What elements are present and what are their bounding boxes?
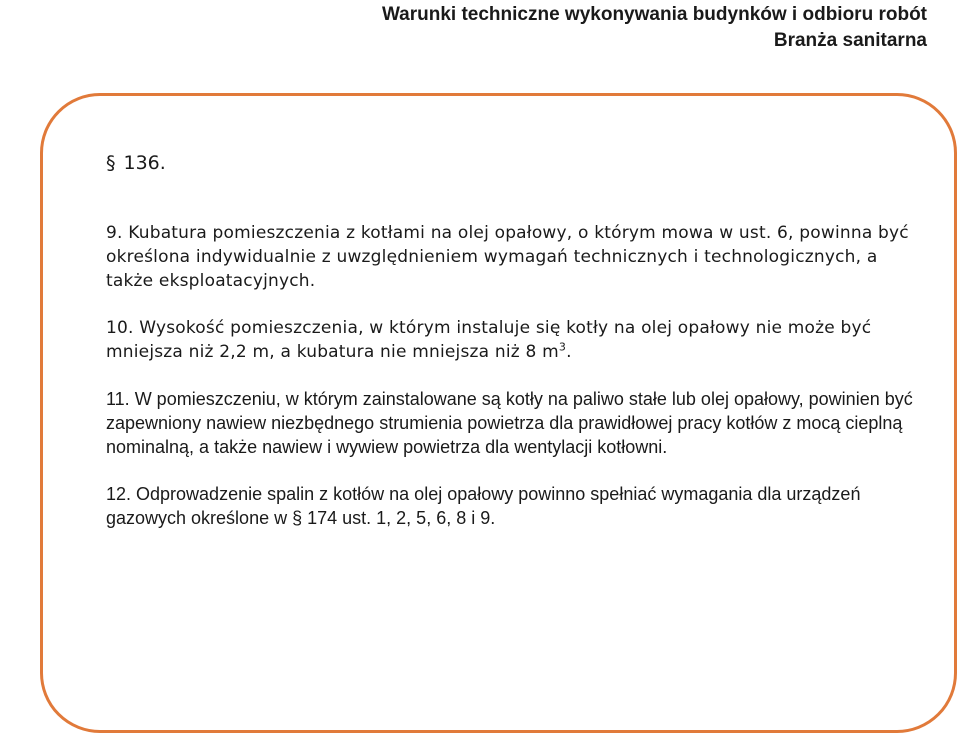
document-header (382, 2, 927, 54)
section-sign: § (106, 152, 116, 174)
paragraph-10 (106, 316, 921, 364)
paragraph-10-superscript: 3 (558, 340, 567, 354)
paragraph-12-reference: 174 ust. 1, 2, 5, 6, 8 i 9. (302, 508, 496, 528)
paragraph-12 (106, 482, 921, 530)
document-body (106, 150, 921, 553)
paragraph-12-text: 12. Odprowadzenie spalin z kotłów na olej opałowy powinno spełniać wymagania dla urządzeń gazowych określone w (106, 484, 861, 528)
paragraph-11: 11. W pomieszczeniu, w którym zainstalowane są kotły na paliwo stałe lub olej opałowy, powinien być zapewniony nawiew niezbędnego strumienia powietrza dla prawidłowej pracy kotłów z mocą cieplną nominalną, a także nawiew i wywiew powietrza dla wentylacji kotłowni. (106, 389, 913, 457)
section-heading (106, 150, 921, 176)
section-number: 136. (123, 152, 166, 174)
header-subtitle: Branża sanitarna (773, 30, 927, 51)
paragraph-10-end: . (566, 342, 572, 362)
paragraph-10-text: 10. Wysokość pomieszczenia, w którym instaluje się kotły na olej opałowy nie może być mniejsza niż 2,2 m, a kubatura nie mniejsza niż 8 m (106, 318, 872, 362)
header-title: Warunki techniczne wykonywania budynków i odbioru robót (381, 4, 927, 25)
paragraph-12-section-sign: § (292, 508, 303, 528)
paragraph-9: 9. Kubatura pomieszczenia z kotłami na olej opałowy, o którym mowa w ust. 6, powinna być określona indywidualnie z uwzględnieniem wymagań technicznych i technologicznych, a także eksploatacyjnych. (106, 223, 909, 291)
